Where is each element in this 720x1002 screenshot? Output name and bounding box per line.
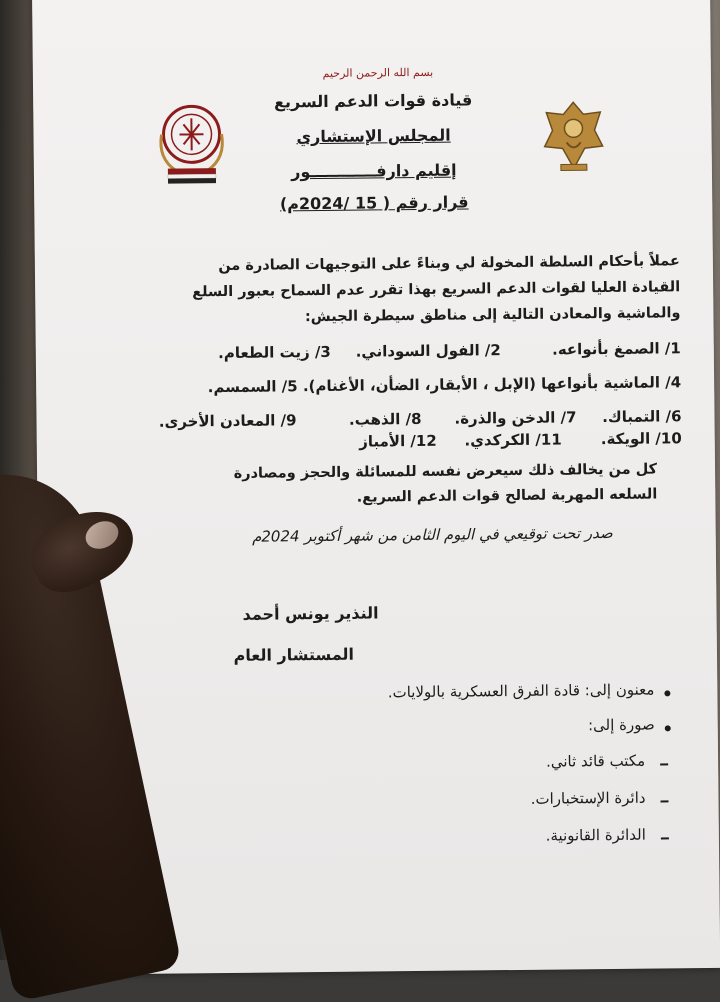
addressed-to: معنون إلى: قادة الفرق العسكرية بالولايات. [387,680,655,702]
item-10: 10/ الويكة. [600,429,682,449]
issued-line: صدر تحت توقيعي في اليوم الثامن من شهر أكتوبر 2024م [251,523,613,546]
item-9: 9/ المعادن الأخرى. [158,411,297,431]
item-6: 6/ التمباك. [602,407,682,427]
sudan-emblem-icon [538,96,609,177]
dash-icon [661,800,669,802]
rsf-logo-icon [151,98,232,187]
intro-line-2: القيادة العليا لقوات الدعم السريع بهذا تقرر عدم السماح بعبور السلع [192,279,681,301]
item-11: 11/ الكركدي. [464,430,562,450]
item-3: 3/ زيت الطعام. [218,342,331,363]
signatory-name: النذير يونس أحمد [242,603,379,624]
copy-recipient-1: مكتب قائد ثاني. [545,751,646,771]
dash-icon [661,837,669,839]
signatory-title: المستشار العام [233,644,355,665]
item-2: 2/ الفول السوداني. [355,341,501,361]
item-1: 1/ الصمغ بأنواعه. [551,339,681,359]
decision-number: قرار رقم ( 15 /2024م) [279,192,469,214]
org-title: قيادة قوات الدعم السريع [273,90,473,112]
penalty-line-1: كل من يخالف ذلك سيعرض نفسه للمسائلة والحجز ومصادرة [233,461,658,482]
dash-icon [660,763,668,765]
item-7: 7/ الدخن والذرة. [454,408,577,428]
council-title: المجلس الإستشاري [296,125,451,147]
copy-to-label: صورة إلى: [587,715,655,735]
basmala: بسم الله الرحمن الرحيم [322,65,434,80]
item-8: 8/ الذهب. [348,409,422,429]
intro-line-3: والماشية والمعادن التالية إلى مناطق سيطرة الجيش: [304,305,681,326]
region-title: إقليم دارفــــــــــــور [291,160,457,182]
bullet-icon [664,690,670,696]
item-12: 12/ الأمباز [359,431,437,451]
bullet-icon [665,725,671,731]
copy-recipient-3: الدائرة القانونية. [545,825,646,845]
item-4-5: 4/ الماشية بأنواعها (الإبل ، الأبقار، الضأن، الأغنام). 5/ السمسم. [207,373,682,397]
penalty-line-2: السلعه المهربة لصالح قوات الدعم السريع. [356,486,658,506]
intro-line-1: عملاً بأحكام السلطة المخولة لي وبناءً على التوجيهات الصادرة من [218,253,680,275]
copy-recipient-2: دائرة الإستخبارات. [530,788,646,808]
